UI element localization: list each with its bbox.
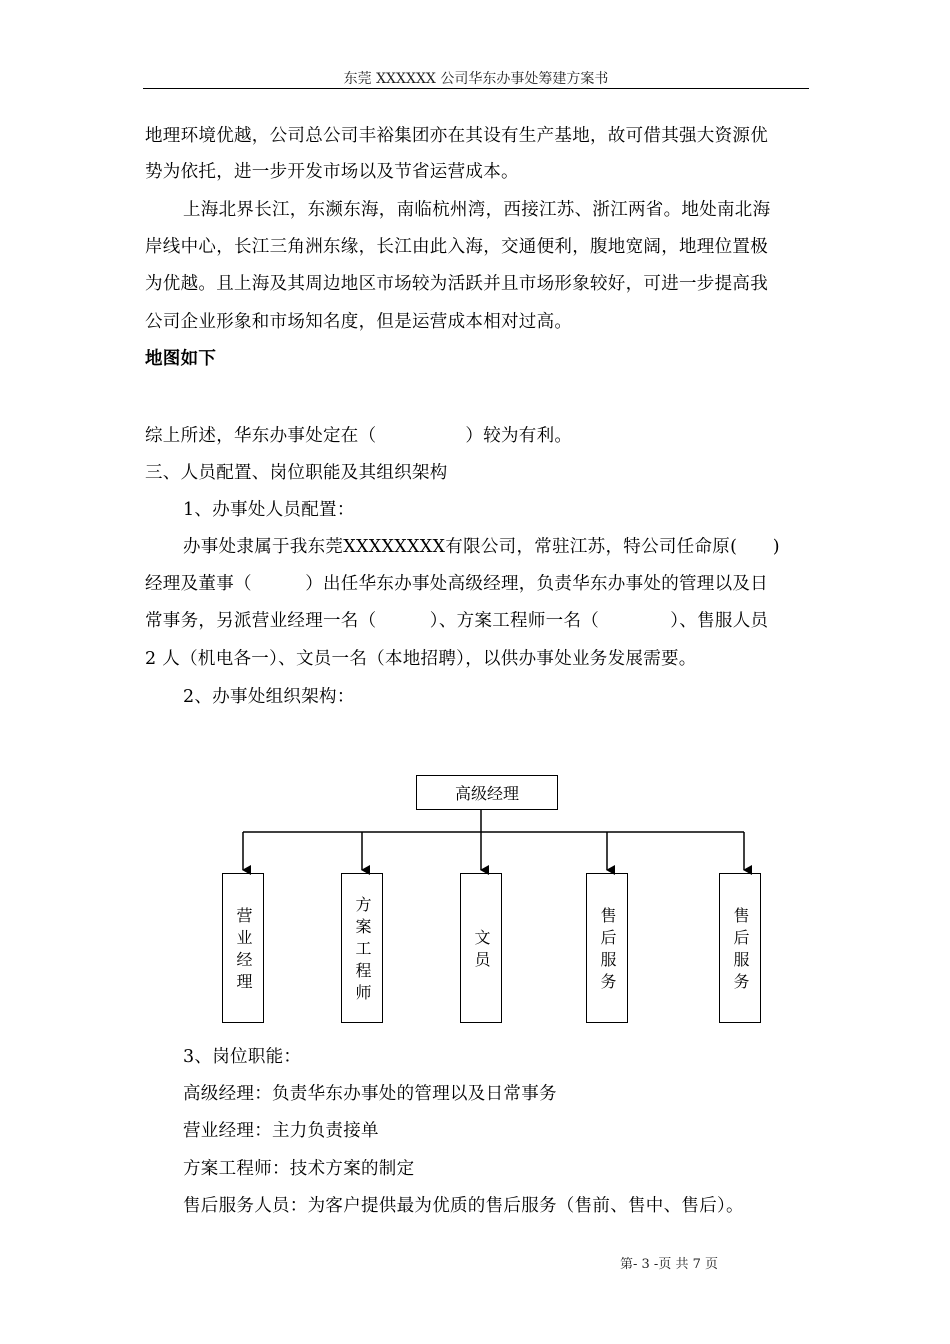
paragraph-line: 办事处隶属于我东莞XXXXXXXX有限公司，常驻江苏，特公司任命原( ) xyxy=(183,537,780,557)
duty-line: 高级经理：负责华东办事处的管理以及日常事务 xyxy=(183,1084,557,1104)
org-node-clerk: 文员 xyxy=(460,873,502,1023)
duty-line: 营业经理：主力负责接单 xyxy=(183,1121,379,1141)
page-number: 第- 3 -页 共 7 页 xyxy=(620,1257,718,1272)
subsection-2-title: 2、办事处组织架构： xyxy=(183,687,355,707)
org-node-senior-manager: 高级经理 xyxy=(416,775,558,810)
paragraph-line: 为优越。且上海及其周边地区市场较为活跃并且市场形象较好，可进一步提高我 xyxy=(145,274,768,294)
paragraph-line: 地理环境优越，公司总公司丰裕集团亦在其设有生产基地，故可借其强大资源优 xyxy=(145,126,768,146)
org-node-sales-manager: 营业经理 xyxy=(222,873,264,1023)
org-node-after-sales-2: 售后服务 xyxy=(719,873,761,1023)
paragraph-line: 经理及董事（ ）出任华东办事处高级经理，负责华东办事处的管理以及日 xyxy=(145,574,768,594)
paragraph-line: 岸线中心，长江三角洲东缘，长江由此入海，交通便利，腹地宽阔，地理位置极 xyxy=(145,237,768,257)
paragraph-line: 上海北界长江，东濒东海，南临杭州湾，西接江苏、浙江两省。地处南北海 xyxy=(183,200,771,220)
org-node-after-sales-1: 售后服务 xyxy=(586,873,628,1023)
org-node-solution-engineer: 方案工程师 xyxy=(341,873,383,1023)
conclusion-line: 综上所述，华东办事处定在（ ）较为有利。 xyxy=(145,426,573,446)
subsection-1-title: 1、办事处人员配置： xyxy=(183,500,355,520)
duty-line: 方案工程师：技术方案的制定 xyxy=(183,1159,415,1179)
paragraph-line: 2 人（机电各一）、文员一名（本地招聘），以供办事处业务发展需要。 xyxy=(145,649,697,669)
header-rule xyxy=(143,88,809,89)
header-title: 东莞 XXXXXX 公司华东办事处筹建方案书 xyxy=(343,71,609,87)
paragraph-line: 势为依托，进一步开发市场以及节省运营成本。 xyxy=(145,162,519,182)
duty-line: 售后服务人员：为客户提供最为优质的售后服务（售前、售中、售后）。 xyxy=(183,1196,744,1216)
paragraph-line: 公司企业形象和市场知名度，但是运营成本相对过高。 xyxy=(145,312,573,332)
section-3-title: 三、人员配置、岗位职能及其组织架构 xyxy=(145,463,448,483)
subsection-3-title: 3、岗位职能： xyxy=(183,1047,302,1067)
paragraph-line: 常事务，另派营业经理一名（ ）、方案工程师一名（ ）、售服人员 xyxy=(145,611,769,631)
map-label: 地图如下 xyxy=(145,349,217,369)
